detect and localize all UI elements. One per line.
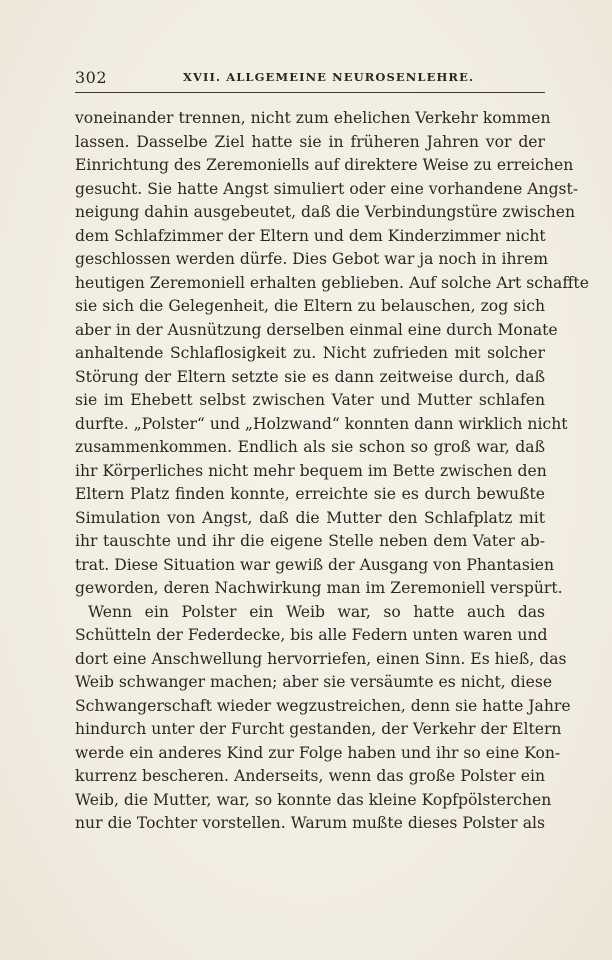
text-line: lassen. Dasselbe Ziel hatte sie in früheren Jahren vor der (75, 132, 545, 151)
text-line: kurrenz bescheren. Anderseits, wenn das große Polster ein (75, 767, 545, 785)
text-line: dort eine Anschwellung hervorriefen, einen Sinn. Es hieß, das (75, 649, 567, 668)
page-number: 302 (75, 68, 108, 87)
text-line: sie sich die Gelegenheit, die Eltern zu belauschen, zog sich (75, 297, 545, 315)
text-line: nur die Tochter vorstellen. Warum mußte dieses Polster als (75, 814, 545, 832)
text-line: Störung der Eltern setzte sie es dann zeitweise durch, daß (75, 367, 545, 386)
text-line: anhaltende Schlaflosigkeit zu. Nicht zufrieden mit solcher (75, 344, 545, 362)
text-line: aber in der Ausnützung derselben einmal eine durch Monate (75, 320, 558, 339)
text-line: Eltern Platz finden konnte, erreichte sie es durch bewußte (75, 485, 545, 503)
text-line: Wenn ein Polster ein Weib war, so hatte auch das (88, 602, 545, 621)
body-text (75, 107, 589, 836)
text-line: werde ein anderes Kind zur Folge haben und ihr so eine Kon- (75, 743, 561, 762)
text-line: Simulation von Angst, daß die Mutter den Schlafplatz mit (75, 508, 545, 527)
text-line: durfte. „Polster“ und „Holzwand“ konnten dann wirklich nicht (75, 414, 568, 433)
text-line: dem Schlafzimmer der Eltern und dem Kinderzimmer nicht (75, 226, 546, 245)
chapter-title: XVII. ALLGEMEINE NEUROSENLEHRE. (183, 70, 475, 84)
text-line: trat. Diese Situation war gewiß der Ausgang von Phantasien (75, 555, 555, 574)
text-line: Weib, die Mutter, war, so konnte das kleine Kopfpölsterchen (75, 790, 552, 809)
text-line: hindurch unter der Furcht gestanden, der Verkehr der Eltern (75, 720, 562, 738)
text-line: ihr Körperliches nicht mehr bequem im Bette zwischen den (75, 461, 547, 480)
text-line: Einrichtung des Zeremoniells auf direktere Weise zu erreichen (75, 156, 574, 174)
text-line: Schwangerschaft wieder wegzustreichen, denn sie hatte Jahre (75, 696, 571, 715)
header-rule (75, 92, 545, 93)
text-line: neigung dahin ausgebeutet, daß die Verbindungstüre zwischen (75, 203, 575, 221)
text-line: heutigen Zeremoniell erhalten geblieben. Auf solche Art schaffte (75, 273, 589, 292)
text-line: ihr tauschte und ihr die eigene Stelle neben dem Vater ab- (75, 532, 545, 550)
text-line: Schütteln der Federdecke, bis alle Federn unten waren und (75, 626, 548, 644)
text-line: geschlossen werden dürfe. Dies Gebot war ja noch in ihrem (75, 250, 548, 268)
running-head (75, 68, 545, 88)
text-line: sie im Ehebett selbst zwischen Vater und Mutter schlafen (75, 391, 545, 409)
text-line: gesucht. Sie hatte Angst simuliert oder eine vorhandene Angst- (75, 179, 579, 198)
text-line: voneinander trennen, nicht zum ehelichen Verkehr kommen (75, 109, 551, 127)
text-line: geworden, deren Nachwirkung man im Zeremoniell verspürt. (75, 579, 563, 597)
text-line: Weib schwanger machen; aber sie versäumte es nicht, diese (75, 673, 553, 691)
text-line: zusammenkommen. Endlich als sie schon so groß war, daß (75, 438, 545, 456)
